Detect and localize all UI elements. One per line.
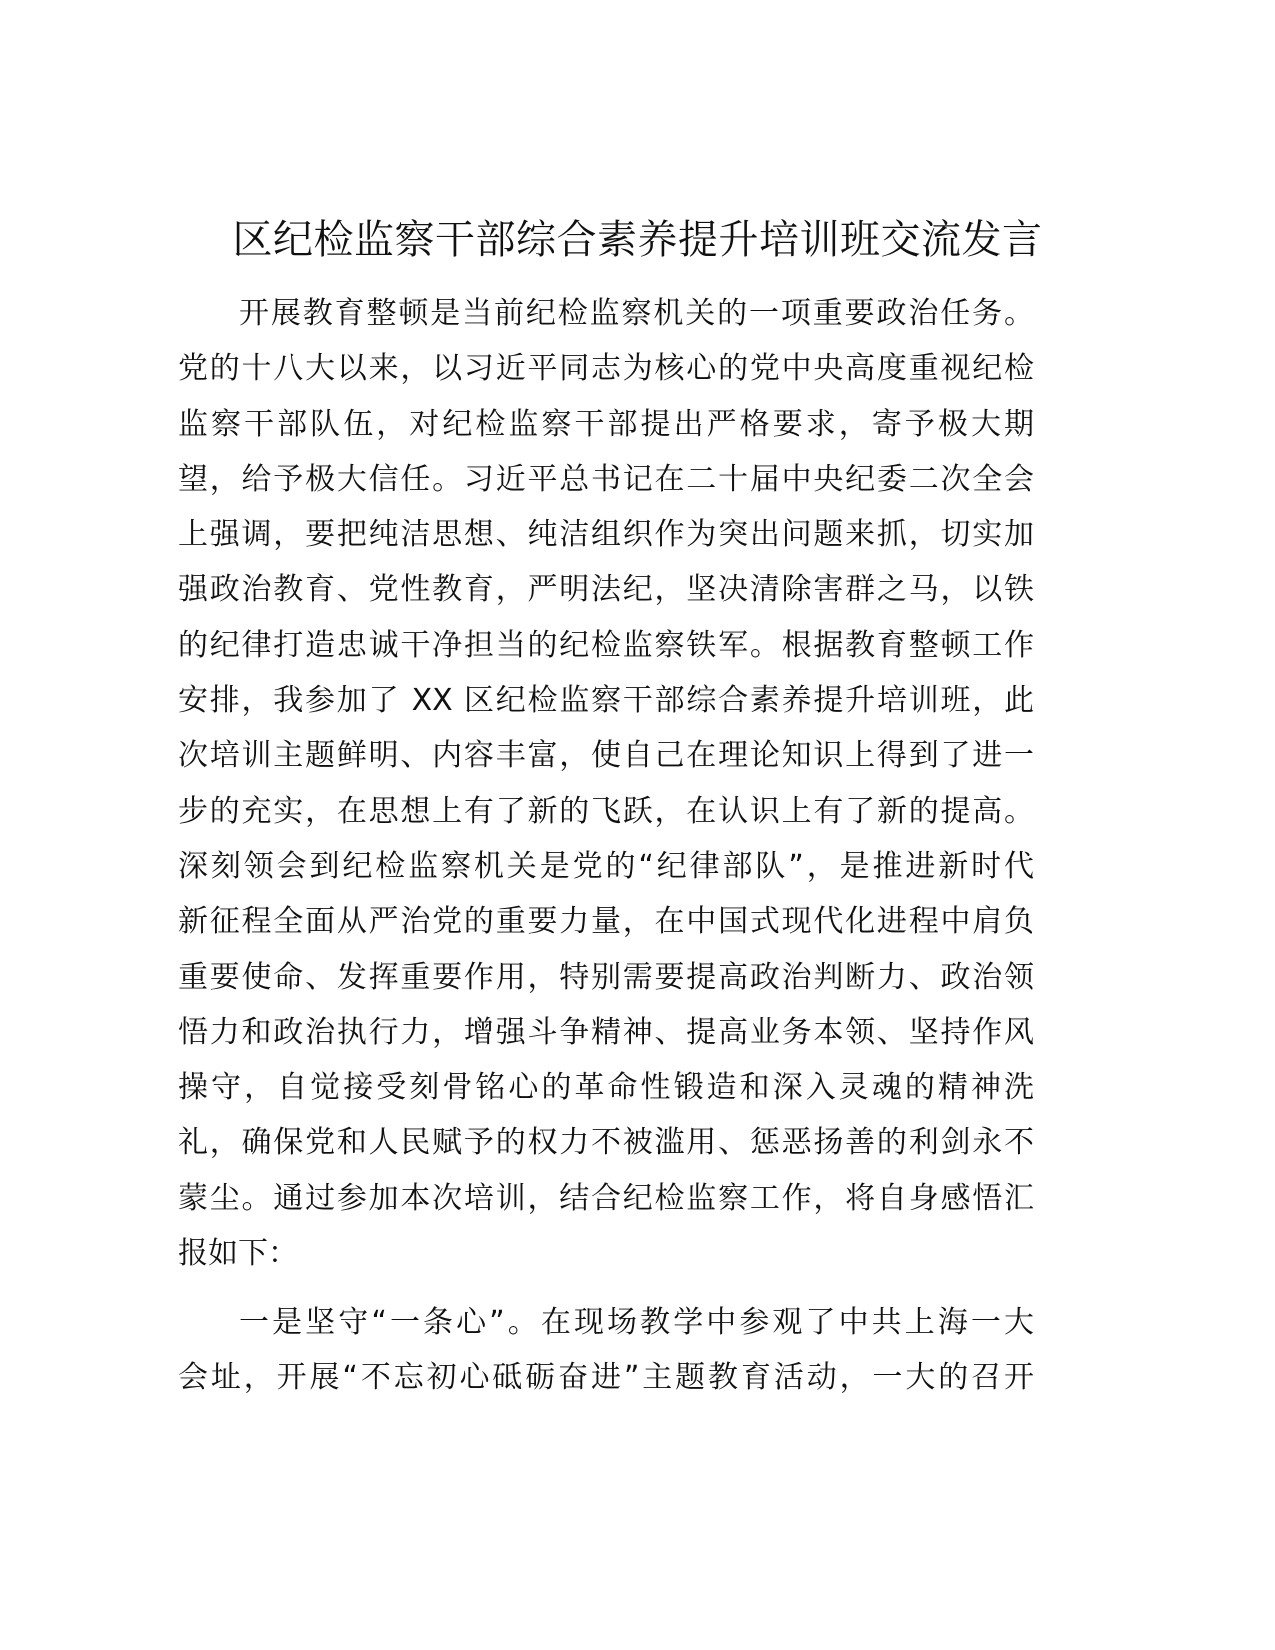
text-line: 强政治教育、党性教育，严明法纪，坚决清除害群之马，以铁	[178, 572, 1034, 608]
text-line: 望，给予极大信任。习近平总书记在二十届中央纪委二次全会	[178, 461, 1034, 497]
text-line: 党的十八大以来，以习近平同志为核心的党中央高度重视纪检	[178, 351, 1034, 387]
text-line: 操守，自觉接受刻骨铭心的革命性锻造和深入灵魂的精神洗	[178, 1070, 1034, 1106]
text-line: 重要使命、发挥重要作用，特别需要提高政治判断力、政治领	[178, 959, 1034, 995]
text-line: 安排，我参加了 XX 区纪检监察干部综合素养提升培训班，此	[178, 683, 1034, 719]
text-line: 深刻领会到纪检监察机关是党的“纪律部队”，是推进新时代	[178, 848, 1034, 884]
paragraph-intro	[178, 286, 1034, 1281]
text-line: 开展教育整顿是当前纪检监察机关的一项重要政治任务。	[239, 296, 1034, 331]
paragraph-point-one	[178, 1295, 1034, 1406]
text-line: 会址，开展“不忘初心砥砺奋进”主题教育活动，一大的召开	[178, 1360, 1034, 1396]
text-line: 礼，确保党和人民赋予的权力不被滥用、惩恶扬善的利剑永不	[178, 1125, 1034, 1161]
text-line: 步的充实，在思想上有了新的飞跃，在认识上有了新的提高。	[178, 793, 1034, 829]
text-line: 新征程全面从严治党的重要力量，在中国式现代化进程中肩负	[178, 904, 1034, 940]
text-line: 悟力和政治执行力，增强斗争精神、提高业务本领、坚持作风	[178, 1014, 1034, 1050]
text-line: 一是坚守“一条心”。在现场教学中参观了中共上海一大	[239, 1305, 1034, 1340]
text-line: 上强调，要把纯洁思想、纯洁组织作为突出问题来抓，切实加	[178, 517, 1034, 553]
document-title: 区纪检监察干部综合素养提升培训班交流发言	[232, 217, 1043, 263]
text-line: 的纪律打造忠诚干净担当的纪检监察铁军。根据教育整顿工作	[178, 627, 1034, 663]
text-line: 监察干部队伍，对纪检监察干部提出严格要求，寄予极大期	[178, 406, 1034, 442]
text-line: 报如下：	[178, 1236, 298, 1272]
text-line: 次培训主题鲜明、内容丰富，使自己在理论知识上得到了进一	[178, 738, 1034, 774]
text-line: 蒙尘。通过参加本次培训，结合纪检监察工作，将自身感悟汇	[178, 1180, 1034, 1216]
